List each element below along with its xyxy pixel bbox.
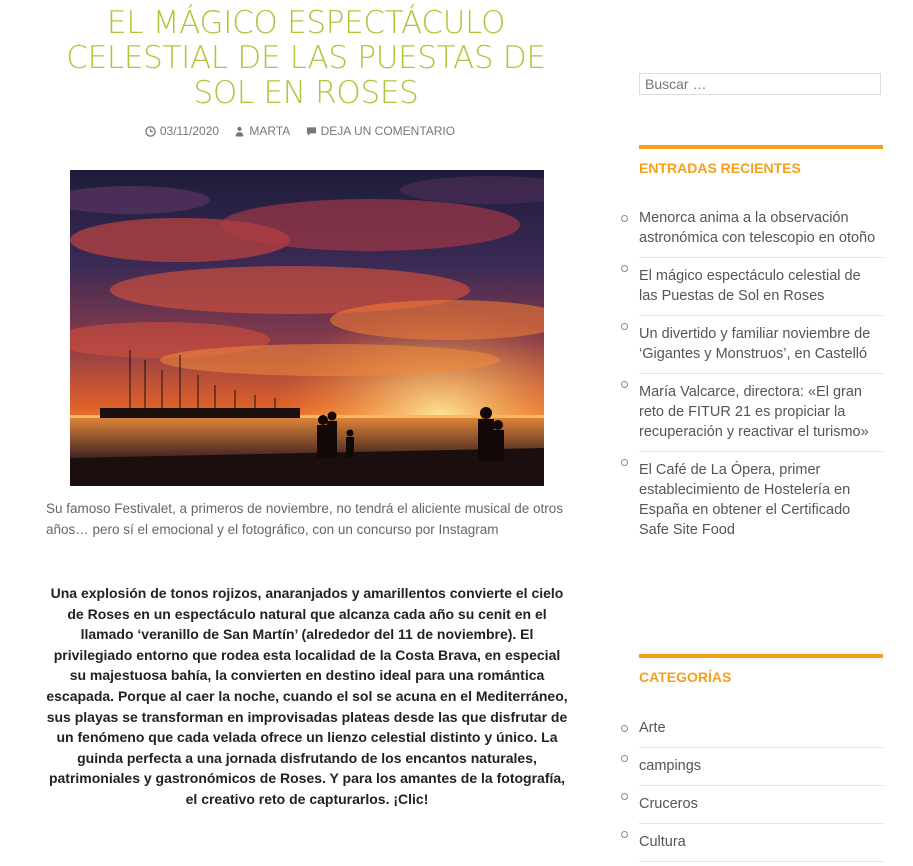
post-author[interactable] bbox=[234, 124, 290, 138]
recent-post-link[interactable]: El Café de La Ópera, primer establecimiento de Hostelería en España en obtener el Certificado Safe Site Food bbox=[639, 462, 851, 538]
comment-link-text: DEJA UN COMENTARIO bbox=[320, 124, 456, 138]
recent-post-link[interactable]: El mágico espectáculo celestial de las Puestas de Sol en Roses bbox=[639, 268, 861, 304]
comment-link[interactable] bbox=[306, 124, 455, 138]
post-date[interactable] bbox=[145, 124, 219, 138]
list-item[interactable] bbox=[639, 316, 883, 374]
clock-icon bbox=[145, 126, 156, 137]
list-item[interactable] bbox=[639, 208, 883, 258]
search-input[interactable] bbox=[639, 73, 881, 95]
photo-caption: Su famoso Festivalet, a primeros de noviembre, no tendrá el aliciente musical de otros años… pero sí el emocional y el fotográfico, con un concurso por Instagram bbox=[46, 501, 564, 537]
post-meta bbox=[0, 124, 600, 140]
comment-icon bbox=[306, 126, 317, 137]
category-link[interactable]: Cultura bbox=[639, 834, 686, 850]
category-link[interactable]: campings bbox=[639, 758, 702, 774]
sunset-photo bbox=[70, 170, 544, 486]
list-item[interactable] bbox=[639, 258, 883, 316]
categories-list bbox=[639, 718, 883, 862]
post-body: Una explosión de tonos rojizos, anaranjados y amarillentos convierte el cielo de Roses en un espectáculo natural que alcanza cada año su cenit en el llamado ‘veranillo de San Martín’ (alrededor del 11 de noviembre). El privilegiado entorno que rodea esta localidad de la Costa Brava, en especial su majestuosa bahía, la convierten en destino ideal para una romántica escapada. Porque al caer la noche, cuando el sol se acuna en el Mediterráneo, sus playas se transforman en improvisadas plateas desde las que disfrutar de un fenómeno que cada velada ofrece un lienzo celestial distinto y único. La guinda perfecta a una jornada disfrutando de los encantos naturales, patrimoniales y gastronómicos de Roses. Y para los amantes de la fotografía, el creativo reto de capturarlos. ¡Clic! bbox=[46, 585, 568, 807]
list-item[interactable] bbox=[639, 824, 883, 862]
user-icon bbox=[234, 126, 245, 137]
post-author-text: MARTA bbox=[249, 124, 291, 138]
category-link[interactable]: Cruceros bbox=[639, 796, 698, 812]
recent-post-link[interactable]: María Valcarce, directora: «El gran reto de FITUR 21 es propiciar la recuperación y reactivar el turismo» bbox=[639, 384, 869, 440]
list-item[interactable] bbox=[639, 786, 883, 824]
recent-posts-list bbox=[639, 208, 883, 549]
list-item[interactable] bbox=[639, 452, 883, 549]
recent-post-link[interactable]: Menorca anima a la observación astronómica con telescopio en otoño bbox=[639, 210, 876, 246]
recent-posts-title: ENTRADAS RECIENTES bbox=[639, 145, 883, 176]
list-item[interactable] bbox=[639, 748, 883, 786]
category-link[interactable]: Arte bbox=[639, 720, 666, 736]
post-title: EL MÁGICO ESPECTÁCULO CELESTIAL DE LAS PUESTAS DE SOL EN ROSES bbox=[66, 5, 546, 111]
post-date-text: 03/11/2020 bbox=[159, 124, 220, 138]
categories-title: CATEGORÍAS bbox=[639, 654, 883, 685]
recent-post-link[interactable]: Un divertido y familiar noviembre de ‘Gigantes y Monstruos’, en Castelló bbox=[639, 326, 871, 362]
list-item[interactable] bbox=[639, 718, 883, 748]
list-item[interactable] bbox=[639, 374, 883, 452]
